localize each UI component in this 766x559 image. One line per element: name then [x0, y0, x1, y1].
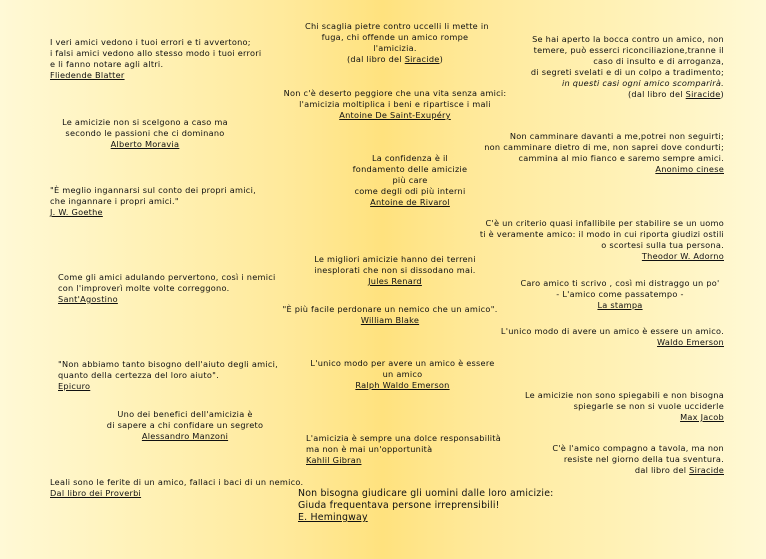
source-link-siracide[interactable]: Siracide [404, 54, 440, 64]
quote-line: Come gli amici adulando pervertono, così i nemici [58, 272, 276, 282]
quote-siracide-right [531, 34, 724, 100]
quote-source [531, 89, 724, 100]
quote-author-link[interactable]: Antoine De Saint-Exupéry [339, 110, 451, 120]
quote-author-link[interactable]: J. W. Goethe [50, 207, 103, 217]
quote-siracide-bottom [552, 443, 724, 476]
quote-line: I veri amici vedono i tuoi errori e ti avvertono; [50, 37, 251, 47]
quote-author-link[interactable]: Alessandro Manzoni [141, 431, 229, 441]
quote-author-link[interactable]: Sant'Agostino [58, 294, 118, 304]
quote-emerson-right [501, 326, 724, 348]
quote-line: Le migliori amicizie hanno dei terreni [314, 254, 476, 264]
quote-line: ti è veramente amico: il modo in cui riporta giudizi ostili [479, 229, 724, 239]
quote-line: l'amicizia. [373, 43, 417, 53]
quote-line: Non bisogna giudicare gli uomini dalle loro amicizie: [298, 488, 554, 499]
source-prefix: (dal libro del [627, 89, 686, 99]
quote-line-italic: in questi casi ogni amico scomparirà. [561, 78, 724, 88]
quote-line: C'è un criterio quasi infallibile per stabilire se un uomo [485, 218, 724, 228]
quote-line: Le amicizie non si scelgono a caso ma [62, 117, 228, 127]
quote-author-link[interactable]: Theodor W. Adorno [641, 251, 724, 261]
quote-line: Non camminare davanti a me,potrei non seguirti; [509, 131, 724, 141]
source-suffix: ) [439, 54, 444, 64]
quote-author-link[interactable]: La stampa [597, 300, 643, 310]
quote-goethe [50, 185, 256, 218]
quote-author-link[interactable]: William Blake [360, 315, 420, 325]
quote-max-jacob [525, 390, 724, 423]
quote-line: quanto della certezza del loro aiuto". [58, 370, 219, 380]
quote-siracide-center [305, 21, 489, 65]
quote-author-link[interactable]: Antoine de Rivarol [370, 197, 450, 207]
quote-line: Chi scaglia pietre contro uccelli li mette in [305, 21, 489, 31]
quote-manzoni [100, 409, 270, 442]
quote-adorno [480, 218, 724, 262]
quote-line: di sapere a chi confidare un segreto [106, 420, 264, 430]
quote-source [305, 54, 485, 65]
quote-emerson-center [290, 358, 515, 391]
quote-author-link[interactable]: Dal libro dei Proverbi [50, 488, 142, 498]
quote-line: come degli odi più interni [354, 186, 466, 196]
quote-line: L'unico modo per avere un amico è essere [310, 358, 495, 368]
quote-line: inesplorati che non si dissodano mai. [314, 265, 476, 275]
quote-line: con l'improverì molte volte correggono. [58, 283, 230, 293]
quote-line: Caro amico ti scrivo , così mi distraggo un po' [520, 278, 720, 288]
quote-line: che ingannare i propri amici." [50, 196, 179, 206]
quote-author-link[interactable]: Max Jacob [680, 412, 724, 422]
quote-hemingway [298, 488, 554, 524]
quote-line: secondo le passioni che ci dominano [65, 128, 225, 138]
quote-line: Le amicizie non sono spiegabili e non bisogna [524, 390, 724, 400]
quote-line: "Non abbiamo tanto bisogno dell'aiuto degli amici, [58, 359, 279, 369]
quote-line: ma non è mai un'opportunità [306, 444, 433, 454]
quote-blake [280, 304, 500, 326]
quote-la-stampa [510, 278, 730, 311]
quote-saint-exupery [270, 88, 520, 121]
quote-line: L'amicizia è sempre una dolce responsabilità [306, 433, 502, 443]
quote-line: "È più facile perdonare un nemico che un amico". [282, 304, 498, 314]
quote-line: temere, può esserci riconciliazione,tranne il [533, 45, 724, 55]
quote-line: più care [392, 175, 428, 185]
quote-author-link[interactable]: Fliedende Blatter [50, 70, 125, 80]
quote-author-link[interactable]: Waldo Emerson [657, 337, 724, 347]
quote-renard [295, 254, 495, 287]
quote-line: Leali sono le ferite di un amico, fallaci i baci di un nemico. [50, 477, 304, 487]
quote-line: di segreti svelati e di un colpo a tradimento; [530, 67, 724, 77]
quote-line: resiste nel giorno della tua sventura. [563, 454, 724, 464]
quote-line: Uno dei benefici dell'amicizia è [117, 409, 253, 419]
quote-line: i falsi amici vedono allo stesso modo i tuoi errori [50, 48, 262, 58]
quote-moravia [50, 117, 240, 150]
source-prefix: dal libro del [634, 465, 690, 475]
quote-author-link[interactable]: Ralph Waldo Emerson [355, 380, 450, 390]
quote-line: Non c'è deserto peggiore che una vita senza amici: [283, 88, 507, 98]
quote-line: C'è l'amico compagno a tavola, ma non [552, 443, 724, 453]
quote-line: Se hai aperto la bocca contro un amico, non [532, 34, 724, 44]
quote-fliedende-blatter [50, 37, 261, 81]
source-prefix: (dal libro del [346, 54, 405, 64]
quote-author-link[interactable]: Anonimo cinese [655, 164, 724, 174]
quote-gibran [306, 433, 501, 466]
quote-line: non camminare dietro di me, non saprei dove condurti; [484, 142, 724, 152]
quote-line: Giuda frequentava persone irreprensibili! [298, 500, 500, 511]
quote-author-link[interactable]: E. Hemingway [298, 512, 368, 523]
quote-line: cammina al mio fianco e saremo sempre amici. [518, 153, 724, 163]
quote-proverbi [50, 477, 303, 499]
quote-line: fuga, chi offende un amico rompe [321, 32, 469, 42]
quote-author-link[interactable]: Alberto Moravia [110, 139, 180, 149]
quote-line: l'amicizia moltiplica i beni e ripartisce i mali [299, 99, 491, 109]
quote-rivarol [335, 153, 485, 208]
quote-line: caso di insulto e di arroganza, [593, 56, 724, 66]
quote-line: "È meglio ingannarsi sul conto dei propri amici, [50, 185, 256, 195]
quote-epicuro [58, 359, 278, 392]
source-link-siracide[interactable]: Siracide [685, 89, 721, 99]
quote-line: o scortesi sulla tua persona. [601, 240, 724, 250]
quote-line: e li fanno notare agli altri. [50, 59, 164, 69]
quote-line: spiegarle se non si vuole ucciderle [573, 401, 724, 411]
quote-line: La confidenza è il [371, 153, 449, 163]
quote-line: L'unico modo di avere un amico è essere un amico. [500, 326, 724, 336]
source-link-siracide[interactable]: Siracide [689, 465, 724, 475]
source-suffix: ) [720, 89, 724, 99]
quote-line: fondamento delle amicizie [352, 164, 468, 174]
quote-anonimo-cinese [484, 131, 724, 175]
quote-sant-agostino [58, 272, 276, 305]
quote-source [552, 465, 724, 476]
quote-author-link[interactable]: Kahlil Gibran [306, 455, 362, 465]
quote-line: - L'amico come passatempo - [556, 289, 684, 299]
quote-author-link[interactable]: Epicuro [58, 381, 91, 391]
quote-author-link[interactable]: Jules Renard [368, 276, 422, 286]
quote-line: un amico [382, 369, 423, 379]
